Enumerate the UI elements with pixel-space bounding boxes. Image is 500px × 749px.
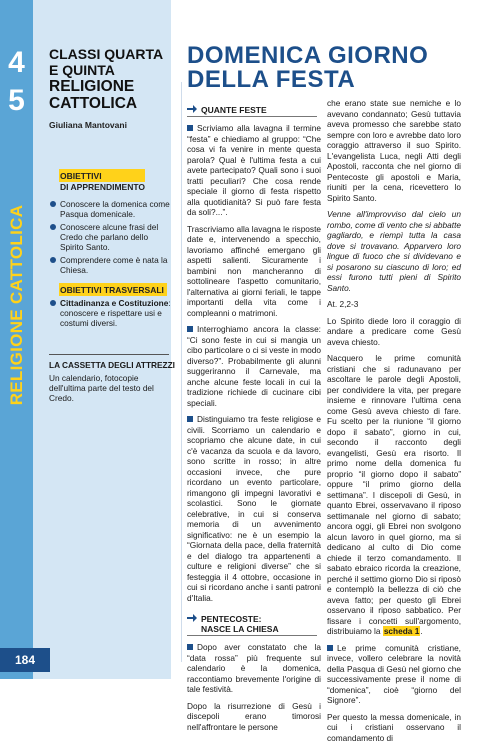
column-separator — [181, 82, 182, 662]
paragraph: Per questo la messa domenicale, in cui i cristiani osservano il comandamento di — [327, 711, 461, 743]
tools-title: LA CASSETTA DEGLI ATTREZZI — [49, 360, 175, 370]
paragraph: Le prime comunità cristiane, invece, vollero celebrare la novità della Pasqua di Gesù nel giorno che successivamente prese il nome di “domenica”, cioè “giorno del Signore”. — [327, 642, 461, 705]
list-item: Conoscere la domenica come Pasqua domenicale. — [49, 199, 171, 219]
paragraph: Lo Spirito diede loro il coraggio di andare a predicare come Gesù aveva chiesto. — [327, 315, 461, 347]
vertical-subject-title: RELIGIONE CATTOLICA — [6, 204, 26, 406]
bullet-icon — [50, 300, 56, 306]
learning-objectives-title: OBIETTIVI DI APPRENDIMENTO — [60, 171, 146, 192]
section-heading: QUANTE FESTE — [187, 104, 321, 117]
scripture-reference: At. 2,2-3 — [327, 299, 359, 309]
grade-four: 4 — [8, 46, 25, 79]
list-item: Conoscere alcune frasi del Credo che parlano dello Spirito Santo. — [49, 222, 171, 252]
divider — [49, 354, 169, 355]
arrow-right-icon — [187, 613, 197, 623]
paragraph: Dopo aver constatato che la “data rossa” più frequente sul calendario è la domenica, raccontiamo brevemente l'origine di tale festività. — [187, 642, 321, 694]
column-middle — [187, 104, 321, 738]
paragraph: Nacquero le prime comunità cristiani che si radunavano per ascoltare le parole degli Apostoli, per condividere la vita, per pregare insieme e rinnovare l'ultima cena come Gesù aveva chiesto di fare. Fu scelto per la riunione “il giorno dopo il sabato”, giorno in cui, secondo il racconto degli evangelisti, Gesù era risorto. Il primo nome della domenica fu proprio “il giorno dopo il sabato” oppure “il primo giorno della settimana”. I discepoli di Gesù, in quanto Ebrei, osservavano il riposo settimanale nel giorno di sabato; ancora oggi, gli Ebrei non svolgono alcun lavoro in quel giorno, ma si dedicano al culto di Dio come chiede il terzo comandamento. Il sabato ebraico ricorda la creazione, perché il settimo giorno Dio si riposò e contemplò la bellezza di ciò che aveva fatto; per questo gli Ebrei osservano il riposo sabbatico. Per fissare i concetti sull'argomento, distribuiamo la scheda 1. — [327, 353, 461, 636]
square-bullet-icon — [327, 645, 333, 651]
paragraph: che erano state sue nemiche e lo avevano condannato; Gesù tuttavia aveva promesso che sarebbe stato sempre con loro e avrebbe dato loro coraggio attraverso il suo Spirito. L'evangelista Luca, negli Atti degli Apostoli, racconta che nel giorno di Pentecoste gli apostoli e Maria, riuniti per la cena, ricevettero lo Spirito Santo. — [327, 98, 461, 203]
arrow-right-icon — [187, 104, 197, 114]
paragraph: Trascriviamo alla lavagna le risposte date e, intervenendo a specchio, lavoriamo affinché emergano gli aspetti salienti. Sicuramente i bambini non mancheranno di sottolineare l'aspetto comunitario, l'alternativa ai giorni feriali, le tappe importanti della vita come i compleanni o matrimoni. — [187, 223, 321, 318]
page-number: 184 — [0, 648, 50, 672]
worksheet-highlight: scheda 1 — [383, 626, 420, 636]
paragraph: Distinguiamo tra feste religiose e civili. Scorriamo un calendario e scopriamo che alcune date, in cui c'è vacanza da scuola e da lavoro, sono scritte in rosso; in altre occasioni invece, che pure ricordano un evento particolare, rimangono gli impegni lavorativi e scolastici. Sono le giornate celebrative, in cui si conserva memoria di un avvenimento significativo: ne è un esempio la “Giornata della pace, della fraternità e del dialogo tra appartenenti a culture e religioni diverse” che si festeggia il 4 ottobre, occasione in cui si ricordano anche i santi patroni d'Italia. — [187, 414, 321, 603]
tools-text: Un calendario, fotocopie dell'ultima parte del testo del Credo. — [49, 373, 154, 403]
cross-objectives-title: OBIETTIVI TRASVERSALI — [49, 285, 167, 296]
bullet-icon — [50, 257, 56, 263]
bullet-icon — [50, 201, 56, 207]
square-bullet-icon — [187, 644, 193, 650]
scripture-quote: Venne all'improvviso dal cielo un rombo, come di vento che si abbatte gagliardo, e riempì tutta la casa dove si trovavano. Apparvero loro lingue di fuoco che si dividevano e si posarono su ciascuno di loro; ed essi furono tutti pieni di Spirito Santo. — [327, 209, 461, 293]
section-heading: PENTECOSTE: NASCE LA CHIESA — [187, 613, 321, 636]
grade-five: 5 — [8, 84, 25, 117]
class-header: CLASSI QUARTA E QUINTA RELIGIONE CATTOLICA — [49, 46, 164, 112]
paragraph: Scriviamo alla lavagna il termine “festa” e chiediamo al gruppo: “Che cosa vi fa venire in mente questa parola? Qual è l'ultima festa a cui avete partecipato? Quali sono i suoi tratti peculiari? Che cosa rende speciale il giorno di festa rispetto alla quotidianità? Si può fare festa da soli?...”. — [187, 123, 321, 217]
paragraph: Dopo la risurrezione di Gesù i discepoli erano timorosi nell'affrontare le persone — [187, 700, 321, 732]
page-title: DOMENICA GIORNO DELLA FESTA — [187, 42, 429, 93]
list-item: Comprendere come è nata la Chiesa. — [49, 255, 171, 275]
bullet-icon — [50, 224, 56, 230]
square-bullet-icon — [187, 416, 193, 422]
cross-objectives-list — [49, 298, 171, 331]
square-bullet-icon — [187, 125, 193, 131]
author-name: Giuliana Mantovani — [49, 120, 127, 130]
list-item: Cittadinanza e Costituzione: conoscere e rispettare usi e costumi diversi. — [49, 298, 171, 328]
column-right — [327, 98, 461, 749]
paragraph: Interroghiamo ancora la classe: “Ci sono feste in cui si mangia un cibo particolare o ci si veste in modo diverso?”. Probabilmente gli alunni suggeriranno il Carnevale, ma anche alcune feste locali in cui la tradizione richiede di cucinare cibi speciali. — [187, 324, 321, 408]
square-bullet-icon — [187, 326, 193, 332]
learning-objectives-list — [49, 199, 171, 278]
